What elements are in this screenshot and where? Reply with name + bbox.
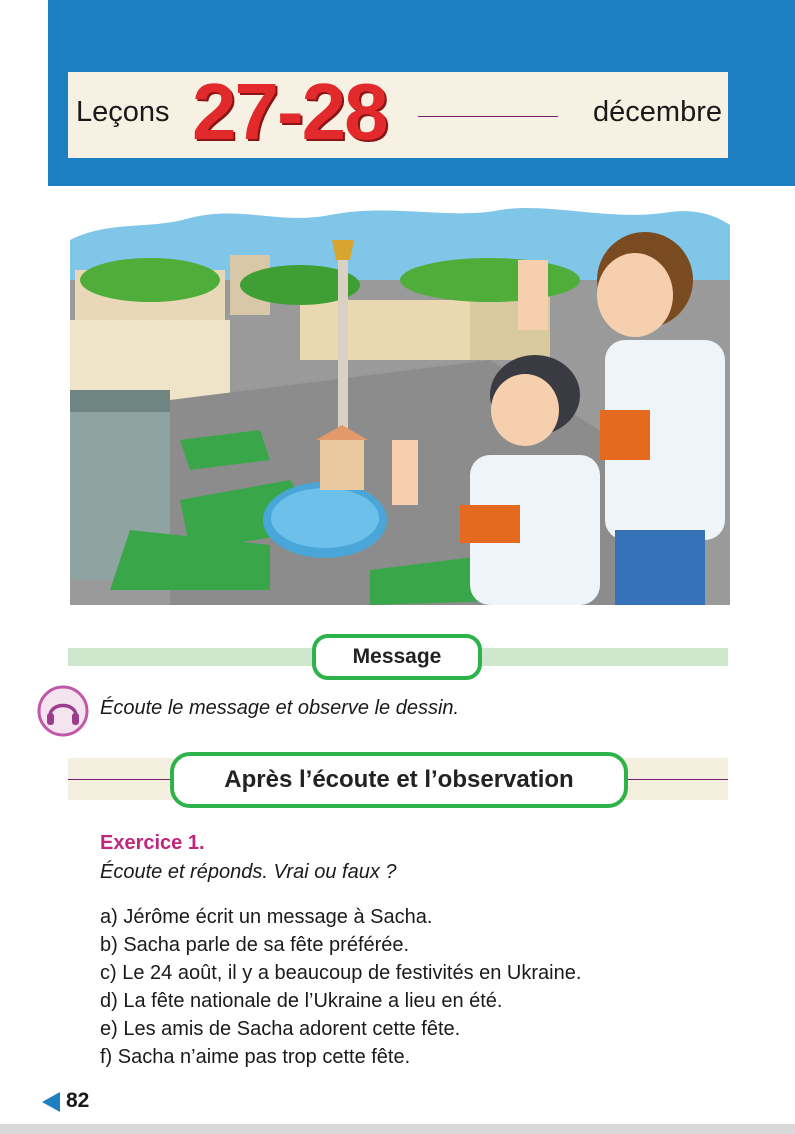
- message-heading: [312, 634, 482, 680]
- after-heading: [170, 752, 628, 808]
- page-number: 82: [66, 1089, 90, 1112]
- lesson-numbers: 27-28: [192, 67, 387, 156]
- date-line: [418, 116, 558, 117]
- exercise-item: d) La fête nationale de l’Ukraine a lieu en été.: [100, 990, 503, 1012]
- page-arrow-icon: [42, 1092, 60, 1112]
- after-title: Après l’écoute et l’observation: [224, 766, 574, 793]
- bottom-bar: [0, 1124, 795, 1134]
- lesson-title-box: [68, 67, 728, 158]
- message-title: Message: [352, 645, 442, 668]
- month-label: décembre: [593, 96, 722, 128]
- listening-instruction: Écoute le message et observe le dessin.: [100, 697, 460, 719]
- maidan-square-illustration: [70, 200, 730, 605]
- exercise-title: Exercice 1.: [100, 832, 205, 854]
- exercise-item: f) Sacha n’aime pas trop cette fête.: [100, 1046, 411, 1068]
- exercise-item: b) Sacha parle de sa fête préférée.: [100, 934, 410, 956]
- exercise-subtitle: Écoute et réponds. Vrai ou faux ?: [100, 861, 397, 883]
- headphones-icon: [36, 684, 90, 738]
- exercise-item: c) Le 24 août, il y a beaucoup de festivités en Ukraine.: [100, 962, 582, 984]
- exercise-item: a) Jérôme écrit un message à Sacha.: [100, 906, 433, 928]
- after-line-right: [628, 779, 728, 780]
- lessons-label: Leçons: [76, 96, 170, 128]
- after-line-left: [68, 779, 172, 780]
- exercise-list: [100, 903, 581, 1071]
- exercise-item: e) Les amis de Sacha adorent cette fête.: [100, 1018, 461, 1040]
